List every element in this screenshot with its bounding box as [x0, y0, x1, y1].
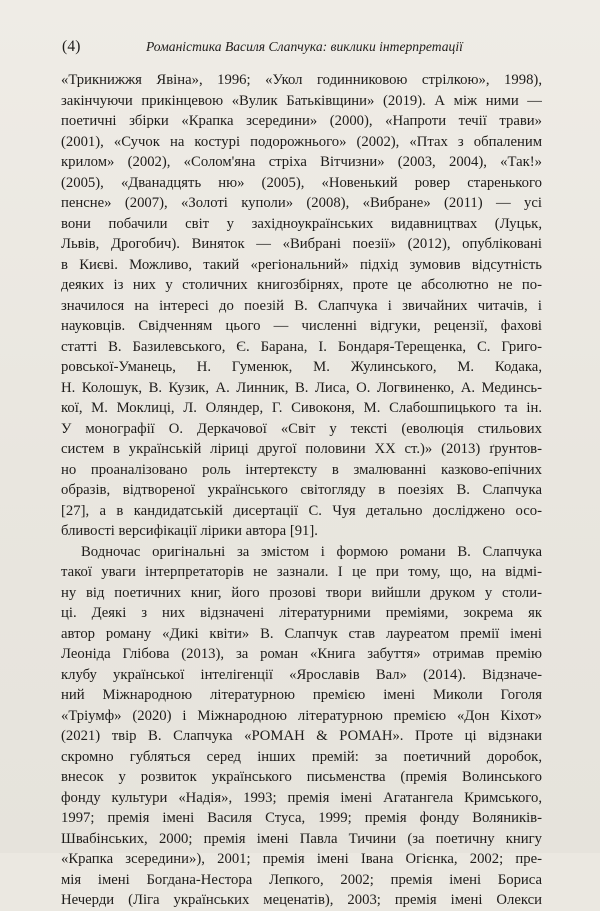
text-line: Нечерди (Ліга українських меценатів), 2003; премія імені Олекси	[61, 892, 542, 908]
text-line: Водночас оригінальні за змістом і формою романи В. Слапчука	[81, 543, 542, 560]
text-line: поетичні збірки «Крапка зсередини» (2000), «Напроти течії трави»	[61, 113, 542, 129]
text-line: вони побачили світ у західноукраїнських видавництвах (Луцьк,	[61, 215, 542, 232]
text-line: значилося на інтересі до поезій В. Слапчука і звичайних читачів, і	[61, 297, 542, 314]
text-line: пенсне» (2007), «Золоті куполи» (2008), «Вибране» (2011) — усі	[61, 195, 542, 211]
text-line: закінчуючи прикінцевою «Вулик Батьківщини» (2019). А між ними —	[61, 92, 542, 109]
text-line: (2021) твір В. Слапчука «РОМАН & РОМАН». Проте ці відзнаки	[61, 728, 542, 744]
running-title: Романістика Василя Слапчука: виклики інтерпретації	[146, 39, 463, 54]
text-line: систем в українській ліриці другої половини XX ст.)» (2013) ґрунтов-	[61, 441, 542, 457]
text-line: «Тріумф» (2020) і Міжнародною літературною премією «Дон Кіхот»	[61, 707, 542, 724]
text-line: (2001), «Сучок на костурі подорожнього» (2002), «Птах з обпаленим	[61, 133, 542, 150]
text-line: бливості версифікації лірики автора [91].	[61, 523, 318, 539]
text-line: клубу української інтелігенції «Ярославів Вал» (2014). Відзначе-	[61, 666, 542, 683]
page-header	[62, 38, 542, 58]
text-line: ровської-Уманець, Н. Гуменюк, М. Жулинського, М. Кодака,	[61, 359, 542, 375]
text-line: такої уваги інтерпретаторів не зазнали. І це при тому, що, на відмі-	[61, 564, 542, 580]
text-line: образів, відтвореної українського світогляду в поезіях В. Слапчука	[61, 482, 542, 498]
text-line: 1997; премія імені Василя Стуса, 1999; премія фонду Воляників-	[61, 810, 542, 826]
text-line: «Крапка зсередини»), 2001; премія імені Івана Огієнка, 2002; пре-	[61, 851, 542, 867]
text-line: автор роману «Дикі квіти» В. Слапчук став лауреатом премії імені	[61, 625, 542, 642]
text-line: внесок у розвиток українського письменства (премія Волинського	[61, 769, 542, 785]
text-line: Н. Колошук, В. Кузик, А. Линник, В. Лиса, О. Логвиненко, А. Мединсь-	[61, 379, 542, 396]
text-line: ний Міжнародною літературною премією імені Миколи Гоголя	[61, 687, 542, 703]
text-line: фонду культури «Надія», 1993; премія імені Агатангела Кримського,	[61, 789, 542, 806]
text-line: скромно губляться серед інших премій: за поетичний доробок,	[61, 748, 542, 765]
body-text	[61, 70, 542, 911]
text-line: крилом» (2002), «Солом'яна стріха Вітчизни» (2003, 2004), «Так!»	[61, 154, 542, 170]
text-line: науковців. Свідченням цього — численні відгуки, рецензії, фахові	[61, 318, 542, 334]
text-line: но проаналізовано роль інтертексту в змалюванні казково-епічних	[61, 461, 542, 478]
text-line: мія імені Богдана-Нестора Лепкого, 2002; премія імені Бориса	[61, 871, 542, 888]
text-line: деяких із них у столичних книгозбірнях, проте це абсолютно не по-	[61, 277, 542, 293]
text-line: Львів, Дрогобич). Виняток — «Вибрані поезії» (2012), опубліковані	[61, 236, 542, 252]
text-line: ці. Деякі з них відзначені літературними преміями, зокрема як	[61, 605, 542, 621]
text-line: [27], а в кандидатській дисертації С. Чуя детально досліджено осо-	[61, 502, 542, 519]
text-line: статті В. Базилевського, Є. Барана, І. Бондаря-Терещенка, С. Григо-	[61, 338, 542, 355]
text-line: «Трикнижжя Явіна», 1996; «Укол годинниковою стрілкою», 1998),	[61, 72, 542, 88]
text-line: (2005), «Дванадцять ню» (2005), «Новенький ровер старенького	[61, 174, 542, 191]
text-line: Леоніда Глібова (2013), за роман «Книга забуття» отримав премію	[61, 646, 542, 662]
text-line: ну від поетичних книг, його прозові твори вийшли друком у столи-	[61, 584, 542, 601]
text-line: в Києві. Можливо, такий «регіональний» підхід зумовив відсутність	[61, 256, 542, 273]
text-line: Швабінських, 2000; премія імені Павла Тичини (за поетичну книгу	[61, 830, 542, 847]
text-line: кої, М. Моклиці, Л. Оляндер, Г. Сивоконя, М. Слабошпицького та ін.	[61, 400, 542, 416]
page-number: (4)	[62, 38, 81, 55]
text-line: У монографії О. Деркачової «Світ у тексті (еволюція стильових	[61, 420, 542, 437]
